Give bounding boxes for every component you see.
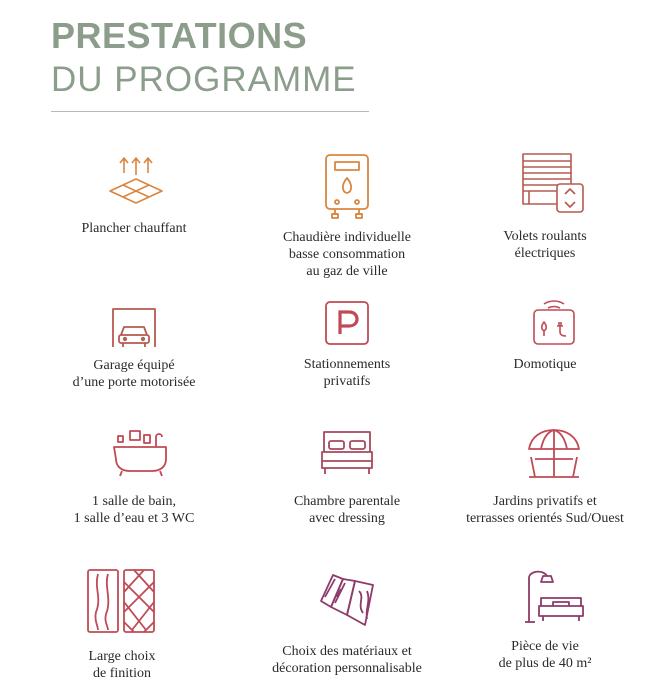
feature-materials [237,568,457,683]
garage-icon [110,305,158,349]
feature-label: Large choix de finition [88,649,156,681]
shutters-icon [521,152,585,214]
feature-label: Stationnements privatifs [303,357,391,389]
feature-label: Domotique [513,357,577,372]
feature-heated-floor [24,150,244,240]
page-subtitle: DU PROGRAMME [51,60,357,99]
feature-parking [237,300,457,395]
feature-label: Chambre parentale avec dressing [293,494,401,526]
parasol-icon [525,427,583,481]
feature-label: Choix des matériaux et décoration personnalisable [272,644,422,676]
feature-home-automation [435,298,655,378]
heated-floor-icon [106,155,166,207]
home-automation-icon [530,298,578,348]
bathtub-icon [110,427,172,479]
feature-label: 1 salle de bain, 1 salle d’eau et 3 WC [73,494,195,526]
feature-bathroom [24,425,244,535]
title-divider [51,111,369,112]
page-title: PRESTATIONS [51,15,308,56]
feature-label: Pièce de vie de plus de 40 m² [498,639,592,671]
feature-label: Jardins privatifs et terrasses orientés Sud/Ouest [466,494,624,526]
feature-boiler [237,150,457,280]
feature-garage [24,300,244,395]
living-room-icon [523,568,585,626]
boiler-icon [323,152,371,220]
samples-icon [317,571,377,629]
feature-living-room [435,568,655,683]
parking-icon [324,300,370,346]
feature-label: Volets roulants électriques [503,229,587,261]
feature-label: Garage équipé d’une porte motorisée [72,358,196,390]
feature-master-bedroom [237,425,457,535]
feature-gardens [435,425,655,535]
bed-icon [318,428,376,478]
finishes-icon [86,568,156,634]
feature-label: Chaudière individuelle basse consommation au gaz de ville [283,230,411,279]
feature-finishes [12,568,232,683]
feature-label: Plancher chauffant [81,221,187,236]
feature-shutters [435,150,655,265]
